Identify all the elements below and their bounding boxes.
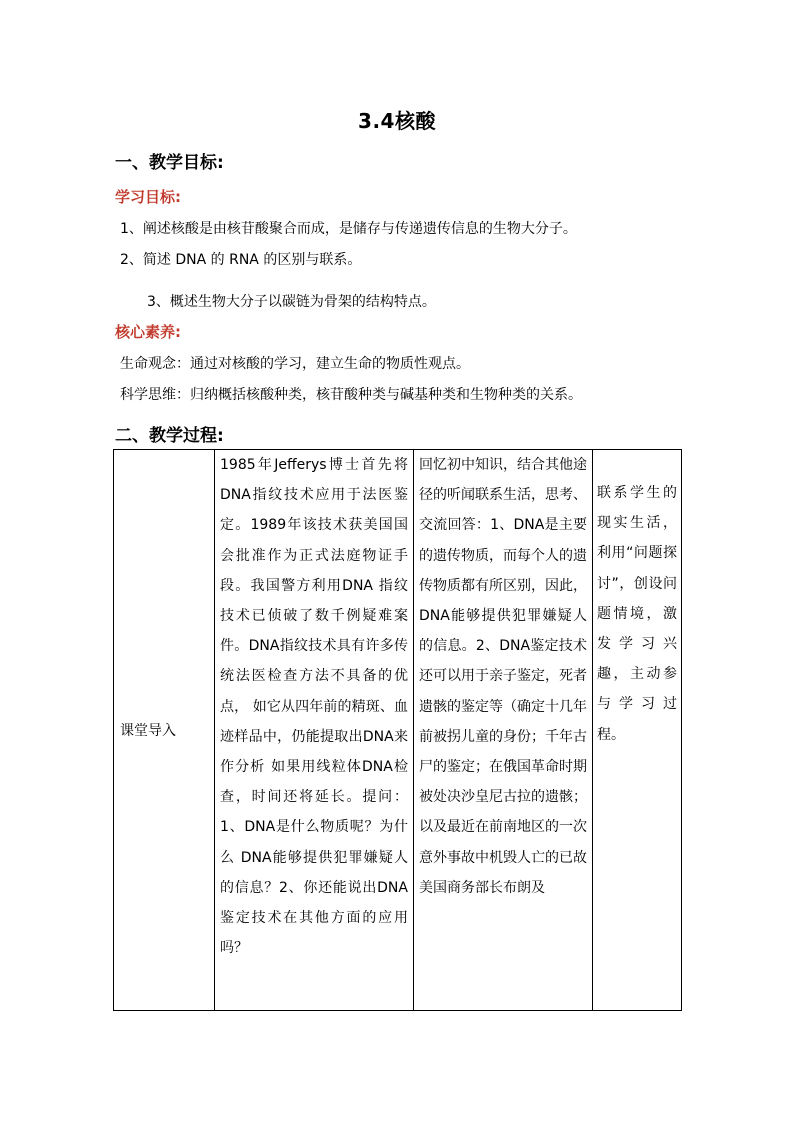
subheading-learning-goals: 学习目标: [115,188,181,206]
section-heading-goals: 一、教学目标: [115,153,224,173]
learning-goal-item: 2、简述 DNA 的 RNA 的区别与联系。 [120,252,362,268]
learning-goal-item: 3、概述生物大分子以碳链为骨架的结构特点。 [147,294,436,310]
student-activity-cell [414,450,593,1011]
table-row [114,450,682,1011]
stage-label: 课堂导入 [120,723,176,739]
student-activity-text: 回忆初中知识，结合其他途径的听闻联系生活，思考、交流回答：1、DNA是主要的遗传物质，而每个人的遗传物质都有所区别，因此，DNA能够提供犯罪嫌疑人的信息。2、DNA鉴定技术还可以用于亲子鉴定，死者遗骸的鉴定等（确定十几年前被拐儿童的身份；千年古尸的鉴定；在俄国革命时期被处决沙皇尼古拉的遗骸；以及最近在前南地区的一次意外事故中机毁人亡的已故美国商务部长布朗及 [419,457,587,896]
design-purpose-text: 联系学生的现实生活，利用“问题探讨”，创设问题情境，激发学习兴趣，主动参与学习过程。 [597,485,677,743]
design-purpose-cell [593,450,682,1011]
stage-cell [114,450,215,1011]
page-title: 3.4核酸 [358,109,436,133]
teaching-process-table [113,449,682,1011]
teacher-activity-text: 1985年Jefferys博士首先将DNA指纹技术应用于法医鉴定。1989年该技术获美国国会批准作为正式法庭物证手段。我国警方利用DNA 指纹技术已侦破了数千例疑难案件。DNA指纹技术具有许多传统法医检查方法不具备的优点， 如它从四年前的精斑、血迹样品中，仍能提取出DNA来作分析 如果用线粒体DNA检查，时间还将延长。提问：1、DNA是什么物质呢？为什么 DNA能够提供犯罪嫌疑人的信息？2、你还能说出DNA鉴定技术在其他方面的应用吗？ [220,457,408,957]
core-literacy-item: 生命观念：通过对核酸的学习，建立生命的物质性观点。 [120,356,470,372]
teacher-activity-cell [215,450,414,1011]
section-heading-process: 二、教学过程: [115,426,224,446]
learning-goal-item: 1、阐述核酸是由核苷酸聚合而成，是储存与传递遗传信息的生物大分子。 [120,221,577,237]
subheading-core-literacy: 核心素养: [115,323,181,341]
core-literacy-item: 科学思维：归纳概括核酸种类，核苷酸种类与碱基种类和生物种类的关系。 [120,387,582,403]
